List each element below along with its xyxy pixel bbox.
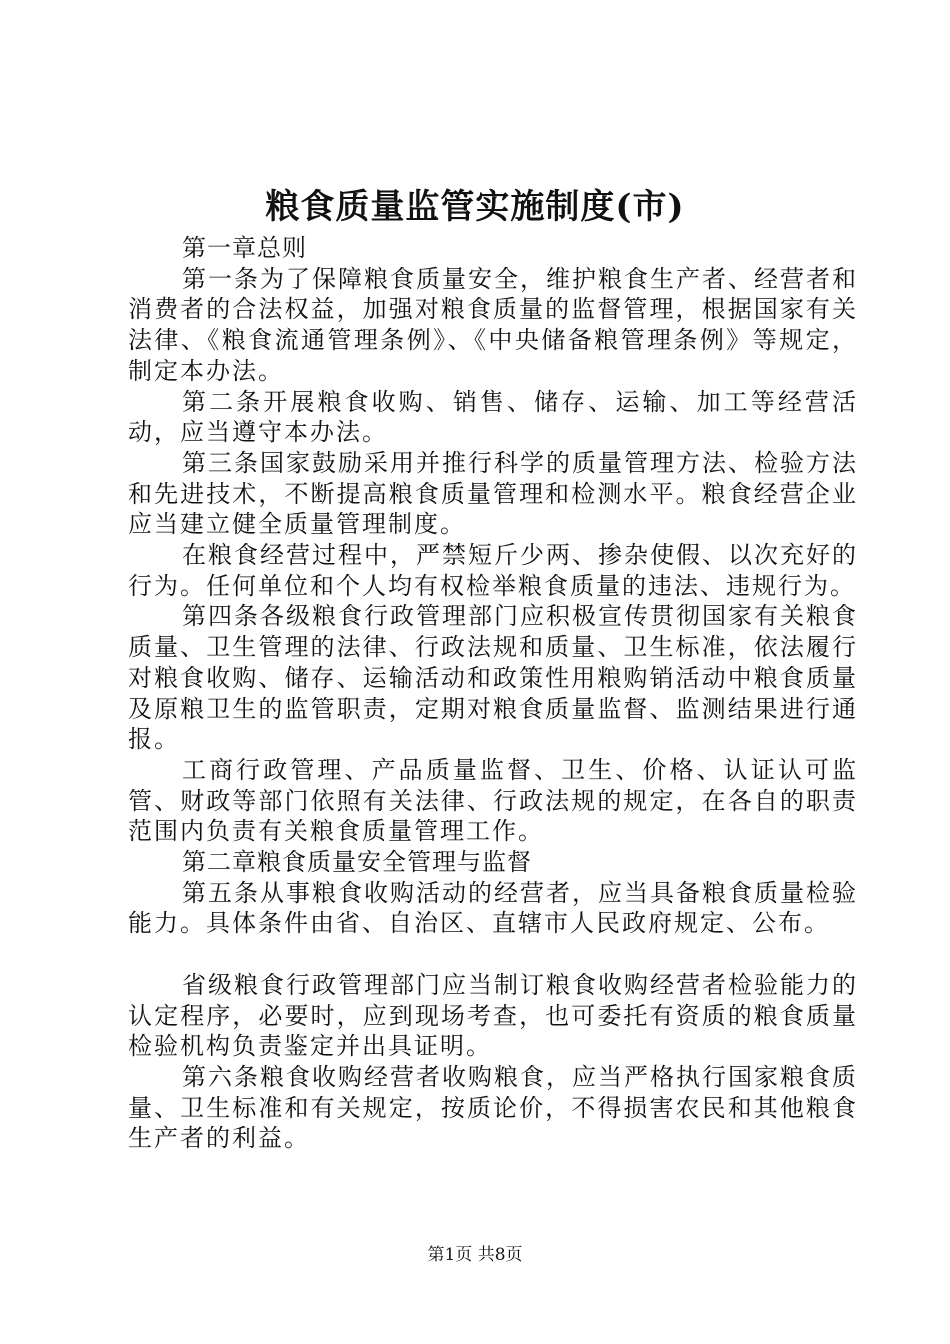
article-paragraph: 第六条粮食收购经营者收购粮食，应当严格执行国家粮食质量、卫生标准和有关规定，按质论价，不得损害农民和其他粮食生产者的利益。	[128, 1062, 858, 1153]
article-paragraph: 第四条各级粮食行政管理部门应积极宣传贯彻国家有关粮食质量、卫生管理的法律、行政法规和质量、卫生标准，依法履行对粮食收购、储存、运输活动和政策性用粮购销活动中粮食质量及原粮卫生的监管职责，定期对粮食质量监督、监测结果进行通报。	[128, 602, 858, 754]
document-title: 粮食质量监管实施制度(市)	[265, 187, 685, 227]
article-paragraph: 第一条为了保障粮食质量安全，维护粮食生产者、经营者和消费者的合法权益，加强对粮食质量的监督管理，根据国家有关法律、《粮食流通管理条例》、《中央储备粮管理条例》等规定，制定本办法。	[128, 264, 858, 385]
article-paragraph: 第五条从事粮食收购活动的经营者，应当具备粮食质量检验能力。具体条件由省、自治区、直辖市人民政府规定、公布。	[128, 878, 858, 938]
article-paragraph: 在粮食经营过程中，严禁短斤少两、掺杂使假、以次充好的行为。任何单位和个人均有权检举粮食质量的违法、违规行为。	[128, 541, 858, 600]
chapter-heading: 第一章总则	[182, 234, 307, 262]
article-paragraph: 第三条国家鼓励采用并推行科学的质量管理方法、检验方法和先进技术，不断提高粮食质量管理和检测水平。粮食经营企业应当建立健全质量管理制度。	[128, 448, 858, 539]
chapter-heading: 第二章粮食质量安全管理与监督	[182, 848, 532, 877]
page-number-footer: 第1页 共8页	[427, 1245, 523, 1265]
article-paragraph: 工商行政管理、产品质量监督、卫生、价格、认证认可监管、财政等部门依照有关法律、行政法规的规定，在各自的职责范围内负责有关粮食质量管理工作。	[128, 755, 858, 846]
document-body	[128, 233, 858, 1154]
article-paragraph: 第二条开展粮食收购、销售、储存、运输、加工等经营活动，应当遵守本办法。	[128, 387, 858, 447]
article-paragraph: 省级粮食行政管理部门应当制订粮食收购经营者检验能力的认定程序，必要时，应到现场考查，也可委托有资质的粮食质量检验机构负责鉴定并出具证明。	[128, 970, 858, 1061]
